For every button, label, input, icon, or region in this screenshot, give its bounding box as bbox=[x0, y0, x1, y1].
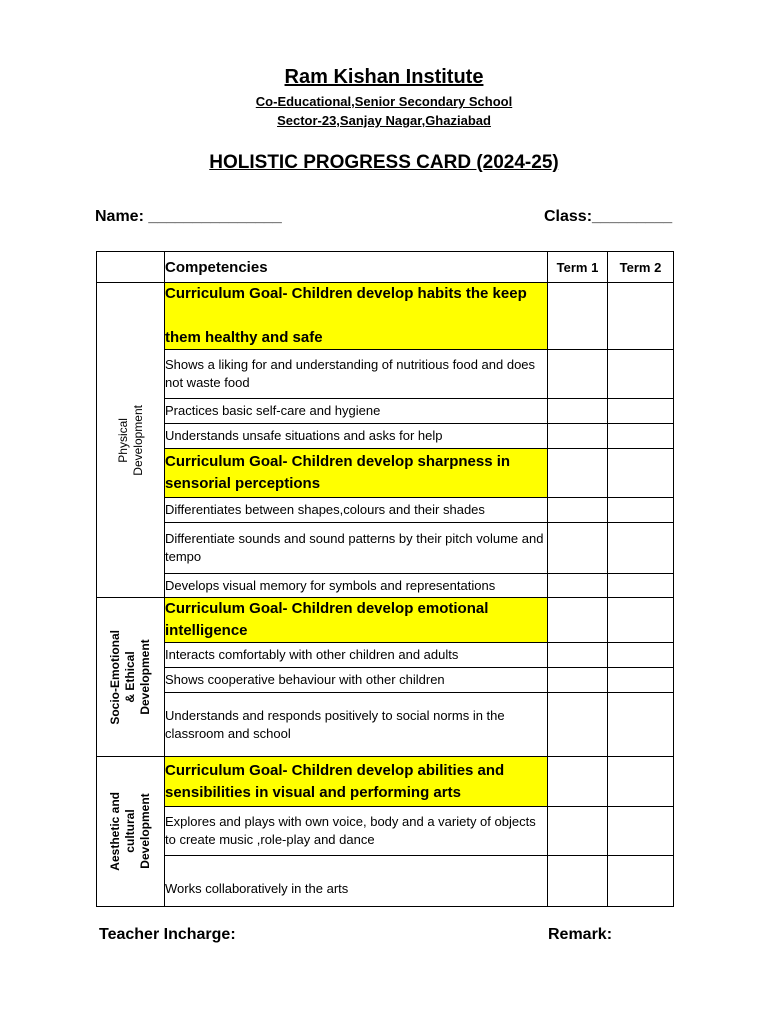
competency-item: Interacts comfortably with other children and adults bbox=[165, 643, 548, 668]
table-row bbox=[97, 283, 674, 350]
term2-cell[interactable] bbox=[608, 574, 674, 598]
goal-line: them healthy and safe bbox=[165, 329, 323, 346]
term2-cell[interactable] bbox=[608, 668, 674, 693]
term2-cell[interactable] bbox=[608, 350, 674, 399]
header-blank-cell bbox=[97, 252, 165, 283]
table-row bbox=[97, 449, 674, 498]
competencies-header: Competencies bbox=[165, 252, 548, 283]
term2-cell[interactable] bbox=[608, 807, 674, 856]
school-address: Sector-23,Sanjay Nagar,Ghaziabad bbox=[277, 113, 491, 128]
competency-item: Explores and plays with own voice, body and a variety of objects to create music ,role-play and dance bbox=[165, 807, 548, 856]
term2-header: Term 2 bbox=[608, 252, 674, 283]
term1-cell[interactable] bbox=[548, 856, 608, 907]
term2-cell[interactable] bbox=[608, 598, 674, 643]
competency-item: Develops visual memory for symbols and representations bbox=[165, 574, 548, 598]
term2-cell[interactable] bbox=[608, 757, 674, 807]
competency-item: Differentiate sounds and sound patterns by their pitch volume and tempo bbox=[165, 523, 548, 574]
term2-cell[interactable] bbox=[608, 523, 674, 574]
table-row bbox=[97, 643, 674, 668]
table-row bbox=[97, 523, 674, 574]
term1-cell[interactable] bbox=[548, 598, 608, 643]
table-row bbox=[97, 856, 674, 907]
curriculum-goal: Curriculum Goal- Children develop sharpness in sensorial perceptions bbox=[165, 449, 548, 498]
name-field[interactable]: Name: _______________ bbox=[95, 208, 282, 225]
term2-cell[interactable] bbox=[608, 498, 674, 523]
socio-section-label: Socio-Emotional & Ethical Development bbox=[108, 629, 152, 725]
school-name: Ram Kishan Institute bbox=[284, 66, 484, 88]
progress-table bbox=[96, 251, 674, 907]
competency-item: Shows a liking for and understanding of nutritious food and does not waste food bbox=[165, 350, 548, 399]
term1-header: Term 1 bbox=[548, 252, 608, 283]
curriculum-goal bbox=[165, 283, 548, 350]
curriculum-goal: Curriculum Goal- Children develop abilities and sensibilities in visual and performing arts bbox=[165, 757, 548, 807]
aesthetic-section-label: Aesthetic and cultural Development bbox=[108, 792, 152, 871]
table-row bbox=[97, 498, 674, 523]
table-row bbox=[97, 574, 674, 598]
remark-label: Remark: bbox=[548, 926, 613, 943]
card-title: HOLISTIC PROGRESS CARD (2024-25) bbox=[209, 152, 559, 173]
term2-cell[interactable] bbox=[608, 643, 674, 668]
table-header-row bbox=[97, 252, 674, 283]
term1-cell[interactable] bbox=[548, 424, 608, 449]
term1-cell[interactable] bbox=[548, 498, 608, 523]
term1-cell[interactable] bbox=[548, 807, 608, 856]
goal-line: Curriculum Goal- Children develop habits the keep bbox=[165, 285, 527, 302]
term2-cell[interactable] bbox=[608, 449, 674, 498]
term1-cell[interactable] bbox=[548, 757, 608, 807]
term1-cell[interactable] bbox=[548, 523, 608, 574]
competency-item: Shows cooperative behaviour with other children bbox=[165, 668, 548, 693]
teacher-incharge-label: Teacher Incharge: bbox=[99, 926, 236, 943]
term1-cell[interactable] bbox=[548, 399, 608, 424]
competency-item: Understands and responds positively to social norms in the classroom and school bbox=[165, 693, 548, 757]
table-row bbox=[97, 399, 674, 424]
term1-cell[interactable] bbox=[548, 449, 608, 498]
table-row bbox=[97, 350, 674, 399]
competency-item: Practices basic self-care and hygiene bbox=[165, 399, 548, 424]
curriculum-goal: Curriculum Goal- Children develop emotional intelligence bbox=[165, 598, 548, 643]
school-type: Co-Educational,Senior Secondary School bbox=[255, 94, 513, 109]
physical-section-label: Physical Development bbox=[115, 404, 145, 476]
table-row bbox=[97, 598, 674, 643]
term1-cell[interactable] bbox=[548, 283, 608, 350]
competency-item: Differentiates between shapes,colours and their shades bbox=[165, 498, 548, 523]
socio-section-label-cell bbox=[97, 598, 165, 757]
term1-cell[interactable] bbox=[548, 350, 608, 399]
table-row bbox=[97, 757, 674, 807]
term1-cell[interactable] bbox=[548, 693, 608, 757]
table-row bbox=[97, 668, 674, 693]
class-field[interactable]: Class:_________ bbox=[544, 208, 673, 225]
term1-cell[interactable] bbox=[548, 668, 608, 693]
competency-item: Understands unsafe situations and asks for help bbox=[165, 424, 548, 449]
aesthetic-section-label-cell bbox=[97, 757, 165, 907]
table-row bbox=[97, 807, 674, 856]
table-row bbox=[97, 693, 674, 757]
competency-item: Works collaboratively in the arts bbox=[165, 856, 548, 907]
term2-cell[interactable] bbox=[608, 283, 674, 350]
table-row bbox=[97, 424, 674, 449]
term2-cell[interactable] bbox=[608, 424, 674, 449]
term1-cell[interactable] bbox=[548, 643, 608, 668]
physical-section-label-cell bbox=[97, 283, 165, 598]
term2-cell[interactable] bbox=[608, 856, 674, 907]
term2-cell[interactable] bbox=[608, 399, 674, 424]
term1-cell[interactable] bbox=[548, 574, 608, 598]
term2-cell[interactable] bbox=[608, 693, 674, 757]
